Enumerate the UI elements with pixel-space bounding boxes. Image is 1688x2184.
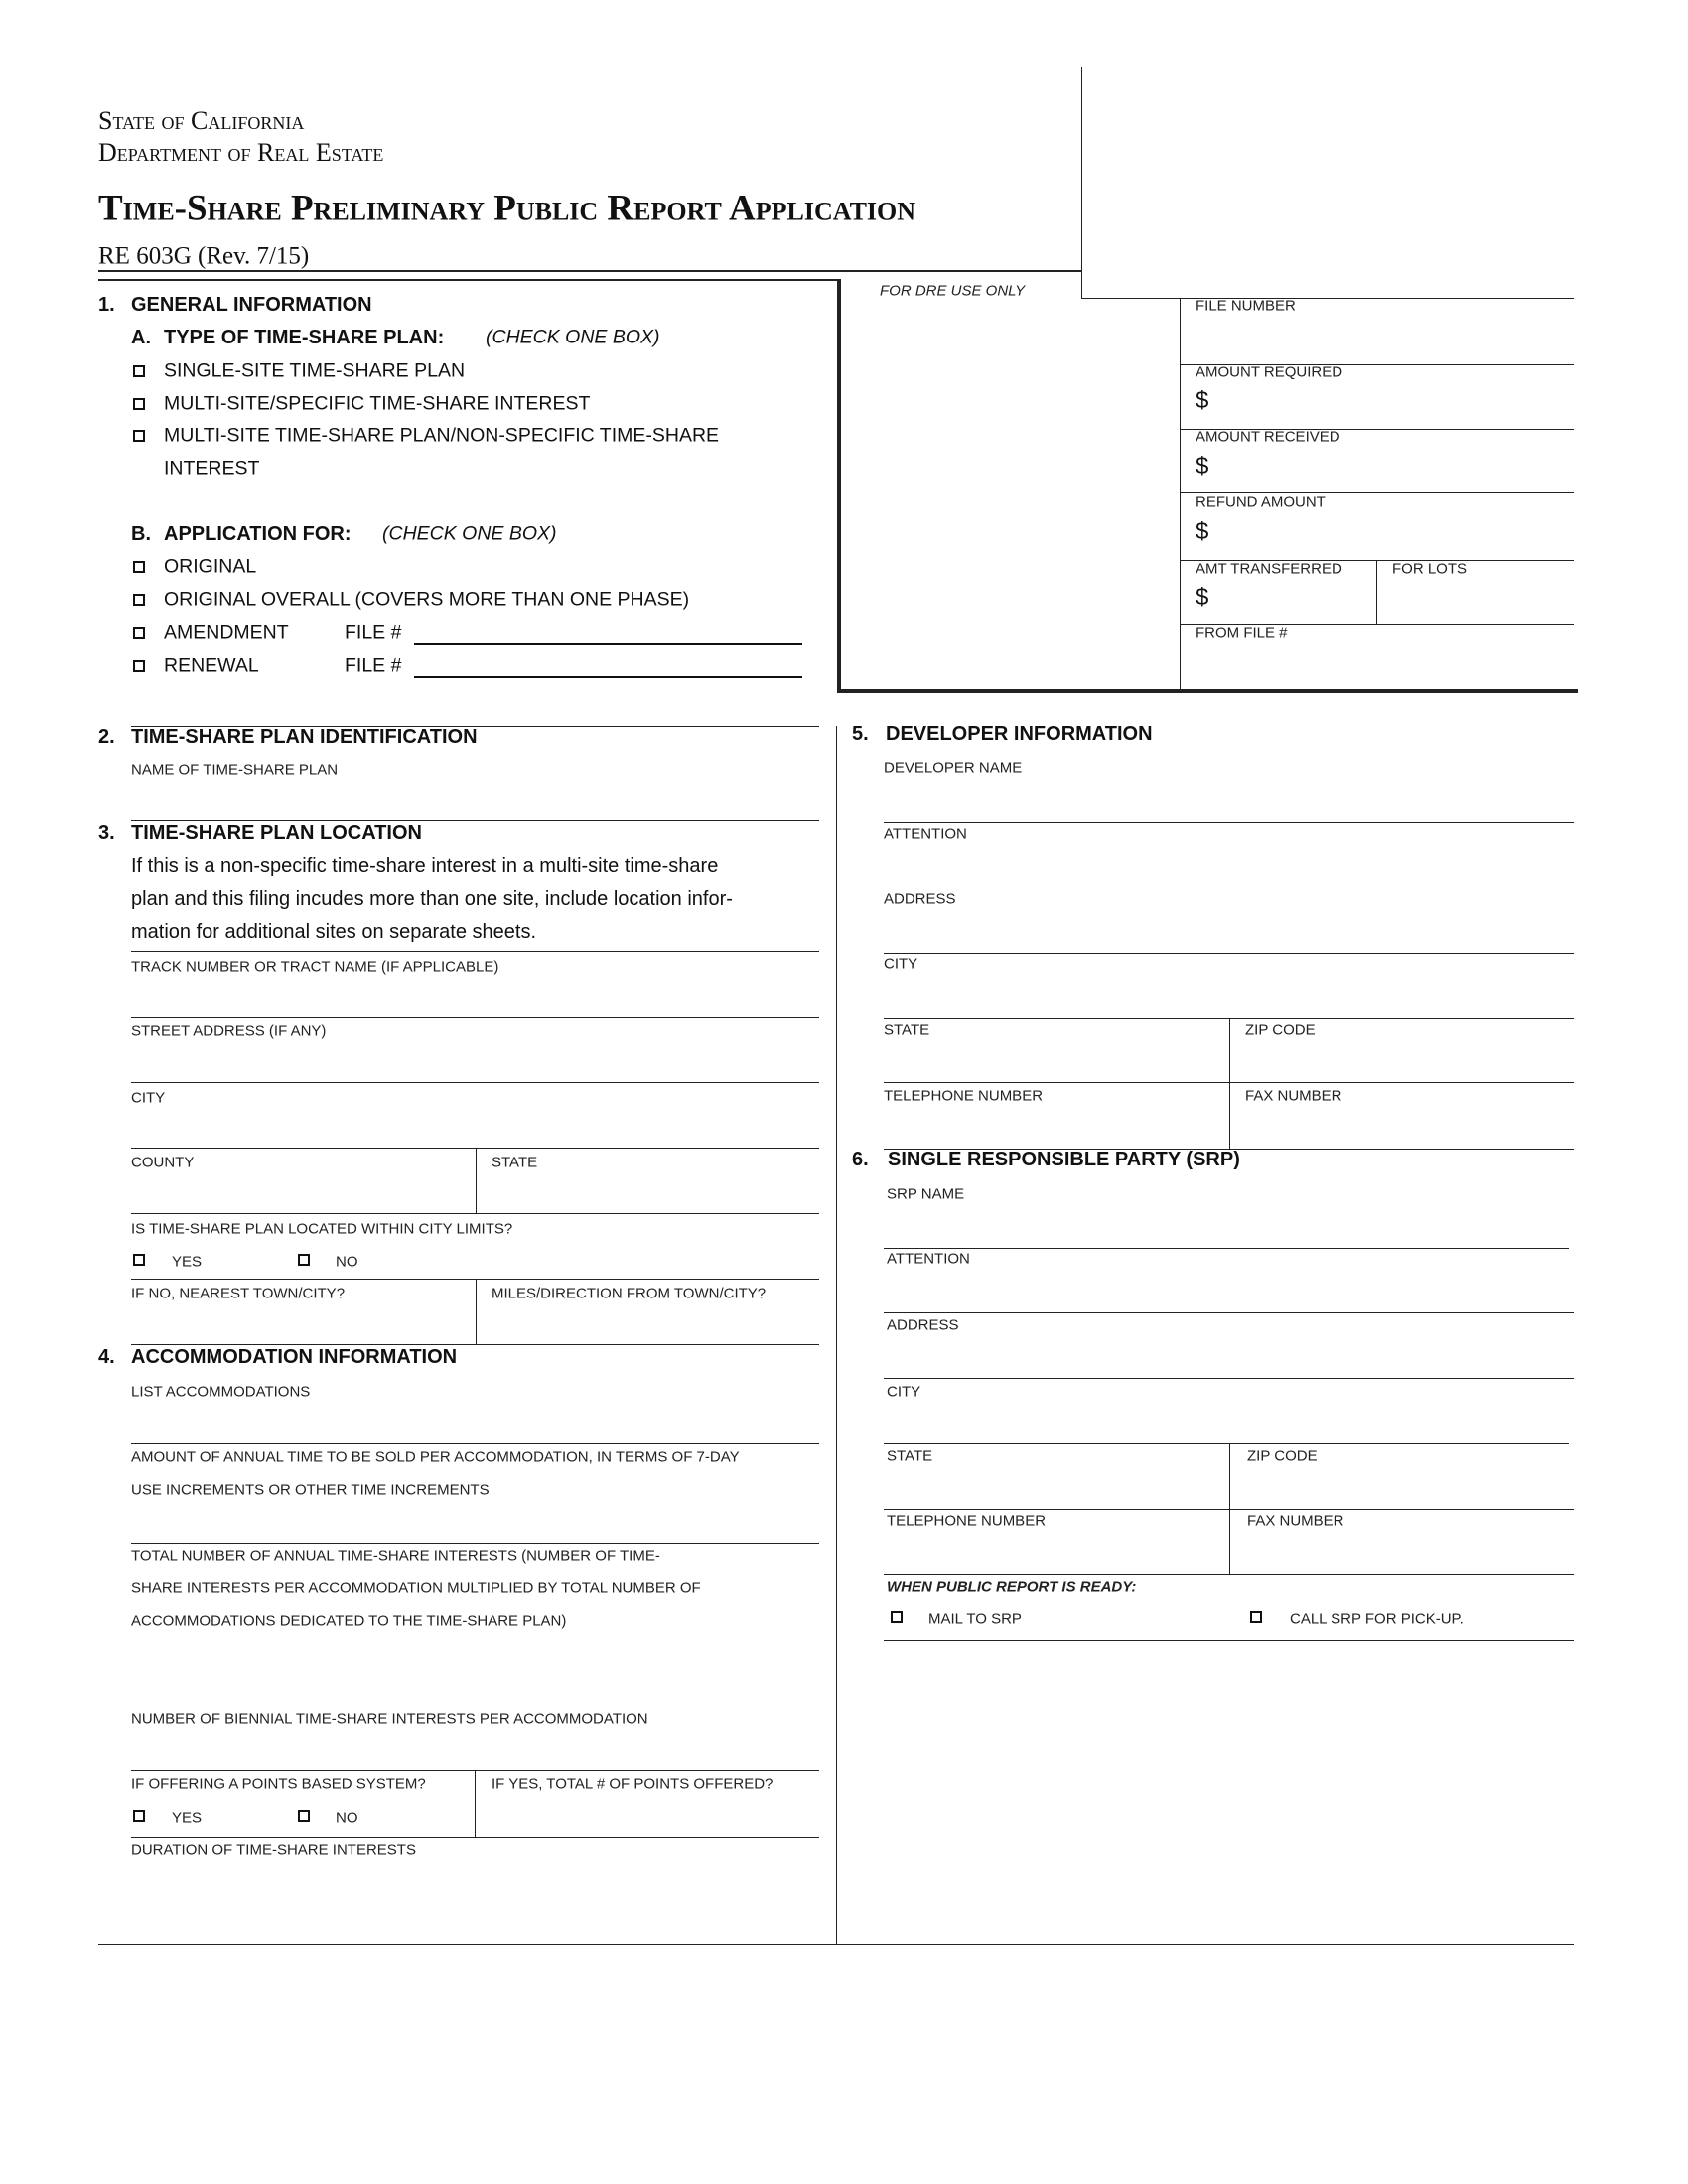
developer-attention-field[interactable]: ATTENTION — [884, 825, 967, 843]
plan-type-checkbox[interactable] — [133, 398, 145, 410]
checkbox-label: ORIGINAL OVERALL (COVERS MORE THAN ONE PHASE) — [164, 588, 690, 611]
application-type-checkbox[interactable] — [133, 627, 145, 639]
checkbox-label: MAIL TO SRP — [928, 1610, 1022, 1628]
developer-name-field[interactable]: DEVELOPER NAME — [884, 759, 1023, 777]
annual-time-field-line2: USE INCREMENTS OR OTHER TIME INCREMENTS — [131, 1481, 490, 1499]
header-divider-thick — [98, 279, 837, 281]
srp-name-field[interactable]: SRP NAME — [887, 1185, 965, 1203]
check-one-hint: (CHECK ONE BOX) — [382, 522, 557, 545]
column-divider — [836, 726, 837, 1944]
developer-telephone-field[interactable]: TELEPHONE NUMBER — [884, 1087, 1044, 1105]
field-divider — [884, 953, 1574, 954]
plan-type-checkbox[interactable] — [133, 365, 145, 377]
stamp-box-border — [1081, 298, 1574, 299]
dre-use-label: FOR DRE USE ONLY — [880, 282, 1026, 300]
points-yes-checkbox[interactable] — [133, 1810, 145, 1822]
dollar-sign: $ — [1196, 387, 1209, 414]
subsection-title: APPLICATION FOR: — [164, 523, 352, 545]
dre-box-column-divider — [1180, 298, 1181, 689]
field-divider — [131, 820, 819, 821]
when-ready-label: WHEN PUBLIC REPORT IS READY: — [887, 1578, 1137, 1596]
total-interests-field-line2: SHARE INTERESTS PER ACCOMMODATION MULTIPLIED BY TOTAL NUMBER OF — [131, 1579, 701, 1597]
amendment-file-number-field[interactable] — [414, 643, 802, 645]
county-field[interactable]: COUNTY — [131, 1154, 195, 1171]
instructions-text: mation for additional sites on separate sheets. — [131, 921, 537, 943]
city-limits-yes-checkbox[interactable] — [133, 1254, 145, 1266]
srp-attention-field[interactable]: ATTENTION — [887, 1250, 970, 1268]
check-one-hint: (CHECK ONE BOX) — [486, 326, 660, 348]
field-divider — [884, 1443, 1569, 1444]
instructions-text: If this is a non-specific time-share interest in a multi-site time-share — [131, 855, 719, 877]
field-divider — [131, 1082, 819, 1083]
points-no-checkbox[interactable] — [298, 1810, 310, 1822]
miles-direction-field[interactable]: MILES/DIRECTION FROM TOWN/CITY? — [492, 1285, 767, 1302]
dollar-sign: $ — [1196, 584, 1209, 611]
application-type-checkbox[interactable] — [133, 561, 145, 573]
city-limits-no-checkbox[interactable] — [298, 1254, 310, 1266]
cell-divider — [476, 1148, 477, 1213]
agency-name: State of California — [98, 106, 305, 135]
refund-amount-label: REFUND AMOUNT — [1196, 493, 1326, 511]
cell-divider — [476, 1279, 477, 1344]
field-divider — [131, 1837, 819, 1838]
field-divider — [884, 1509, 1574, 1510]
dre-cell-divider — [1376, 560, 1377, 624]
from-file-label: FROM FILE # — [1196, 624, 1288, 642]
biennial-interests-field[interactable]: NUMBER OF BIENNIAL TIME-SHARE INTERESTS PER ACCOMMODATION — [131, 1710, 648, 1728]
tract-field[interactable]: TRACK NUMBER OR TRACT NAME (IF APPLICABLE) — [131, 958, 499, 976]
section-number: 3. — [98, 822, 115, 844]
field-divider — [884, 822, 1574, 823]
section-title: TIME-SHARE PLAN LOCATION — [131, 822, 422, 844]
field-divider — [884, 1378, 1574, 1379]
points-total-field[interactable]: IF YES, TOTAL # OF POINTS OFFERED? — [492, 1775, 774, 1793]
checkbox-label: AMENDMENT — [164, 621, 289, 644]
subsection-letter: B. — [131, 523, 151, 545]
for-lots-label: FOR LOTS — [1392, 560, 1468, 578]
cell-divider — [475, 1770, 476, 1837]
field-divider — [131, 1543, 819, 1544]
checkbox-label: YES — [172, 1809, 203, 1827]
srp-telephone-field[interactable]: TELEPHONE NUMBER — [887, 1512, 1047, 1530]
field-divider — [131, 1017, 819, 1018]
developer-state-field[interactable]: STATE — [884, 1022, 930, 1039]
file-number-label: FILE # — [345, 654, 402, 677]
section-number: 4. — [98, 1346, 115, 1368]
city-field[interactable]: CITY — [131, 1089, 166, 1107]
subsection-title: TYPE OF TIME-SHARE PLAN: — [164, 327, 445, 348]
duration-field[interactable]: DURATION OF TIME-SHARE INTERESTS — [131, 1842, 416, 1859]
checkbox-label: INTEREST — [164, 457, 260, 479]
checkbox-label: NO — [336, 1253, 358, 1271]
field-divider — [131, 1443, 819, 1444]
mail-to-srp-checkbox[interactable] — [891, 1611, 903, 1623]
checkbox-label: MULTI-SITE TIME-SHARE PLAN/NON-SPECIFIC TIME-SHARE — [164, 424, 720, 447]
field-divider — [884, 1574, 1574, 1575]
section-number: 5. — [852, 723, 869, 745]
file-number-label: FILE # — [345, 621, 402, 644]
dollar-sign: $ — [1196, 453, 1209, 479]
developer-zip-field[interactable]: ZIP CODE — [1245, 1022, 1316, 1039]
checkbox-label: MULTI-SITE/SPECIFIC TIME-SHARE INTEREST — [164, 392, 591, 415]
amt-transferred-label: AMT TRANSFERRED — [1196, 560, 1342, 578]
dre-box-left-border — [837, 279, 841, 692]
section-title: GENERAL INFORMATION — [131, 294, 372, 316]
application-type-checkbox[interactable] — [133, 594, 145, 606]
plan-name-field[interactable]: NAME OF TIME-SHARE PLAN — [131, 761, 339, 779]
field-divider — [131, 1213, 819, 1214]
checkbox-label: ORIGINAL — [164, 555, 257, 578]
section-title: TIME-SHARE PLAN IDENTIFICATION — [131, 726, 478, 748]
srp-state-field[interactable]: STATE — [887, 1447, 933, 1465]
page-bottom-rule — [98, 1944, 1574, 1945]
amount-required-label: AMOUNT REQUIRED — [1196, 363, 1343, 381]
checkbox-label: RENEWAL — [164, 654, 259, 677]
amount-received-label: AMOUNT RECEIVED — [1196, 428, 1340, 446]
state-field[interactable]: STATE — [492, 1154, 538, 1171]
section-number: 1. — [98, 294, 115, 316]
header-divider — [98, 270, 1081, 272]
call-srp-checkbox[interactable] — [1250, 1611, 1262, 1623]
developer-address-field[interactable]: ADDRESS — [884, 890, 956, 908]
stamp-box-border — [1081, 67, 1082, 298]
application-type-checkbox[interactable] — [133, 660, 145, 672]
srp-address-field[interactable]: ADDRESS — [887, 1316, 959, 1334]
points-system-question: IF OFFERING A POINTS BASED SYSTEM? — [131, 1775, 426, 1793]
form-number: RE 603G (Rev. 7/15) — [98, 242, 310, 270]
field-divider — [884, 1640, 1574, 1641]
total-interests-field[interactable]: TOTAL NUMBER OF ANNUAL TIME-SHARE INTERESTS (NUMBER OF TIME- — [131, 1547, 660, 1565]
srp-fax-field[interactable]: FAX NUMBER — [1247, 1512, 1344, 1530]
section-number: 2. — [98, 726, 115, 748]
field-divider — [131, 951, 819, 952]
annual-time-field[interactable]: AMOUNT OF ANNUAL TIME TO BE SOLD PER ACCOMMODATION, IN TERMS OF 7-DAY — [131, 1448, 740, 1466]
section-title: DEVELOPER INFORMATION — [886, 723, 1153, 745]
section-title: SINGLE RESPONSIBLE PARTY (SRP) — [888, 1149, 1240, 1170]
total-interests-field-line3: ACCOMMODATIONS DEDICATED TO THE TIME-SHARE PLAN) — [131, 1612, 567, 1630]
department-name: Department of Real Estate — [98, 138, 384, 167]
field-divider — [884, 1312, 1574, 1313]
field-divider — [884, 1082, 1574, 1083]
file-number-label: FILE NUMBER — [1196, 297, 1296, 315]
accommodations-field[interactable]: LIST ACCOMMODATIONS — [131, 1383, 311, 1401]
srp-city-field[interactable]: CITY — [887, 1383, 921, 1401]
checkbox-label: YES — [172, 1253, 203, 1271]
srp-zip-field[interactable]: ZIP CODE — [1247, 1447, 1318, 1465]
street-address-field[interactable]: STREET ADDRESS (IF ANY) — [131, 1023, 327, 1040]
checkbox-label: NO — [336, 1809, 358, 1827]
cell-divider — [1229, 1018, 1230, 1149]
developer-city-field[interactable]: CITY — [884, 955, 918, 973]
checkbox-label: CALL SRP FOR PICK-UP. — [1290, 1610, 1464, 1628]
checkbox-label: SINGLE-SITE TIME-SHARE PLAN — [164, 359, 466, 382]
section-title: ACCOMMODATION INFORMATION — [131, 1346, 458, 1368]
instructions-text: plan and this filing incudes more than one site, include location infor- — [131, 888, 733, 910]
field-divider — [131, 1344, 819, 1345]
subsection-letter: A. — [131, 327, 151, 348]
renewal-file-number-field[interactable] — [414, 676, 802, 678]
field-divider — [884, 1248, 1569, 1249]
form-title: Time-Share Preliminary Public Report Application — [98, 188, 916, 229]
section-number: 6. — [852, 1149, 869, 1170]
dre-box-bottom-border — [837, 689, 1578, 693]
plan-type-checkbox[interactable] — [133, 430, 145, 442]
dollar-sign: $ — [1196, 518, 1209, 545]
developer-fax-field[interactable]: FAX NUMBER — [1245, 1087, 1342, 1105]
nearest-town-field[interactable]: IF NO, NEAREST TOWN/CITY? — [131, 1285, 346, 1302]
city-limits-question: IS TIME-SHARE PLAN LOCATED WITHIN CITY LIMITS? — [131, 1220, 513, 1238]
